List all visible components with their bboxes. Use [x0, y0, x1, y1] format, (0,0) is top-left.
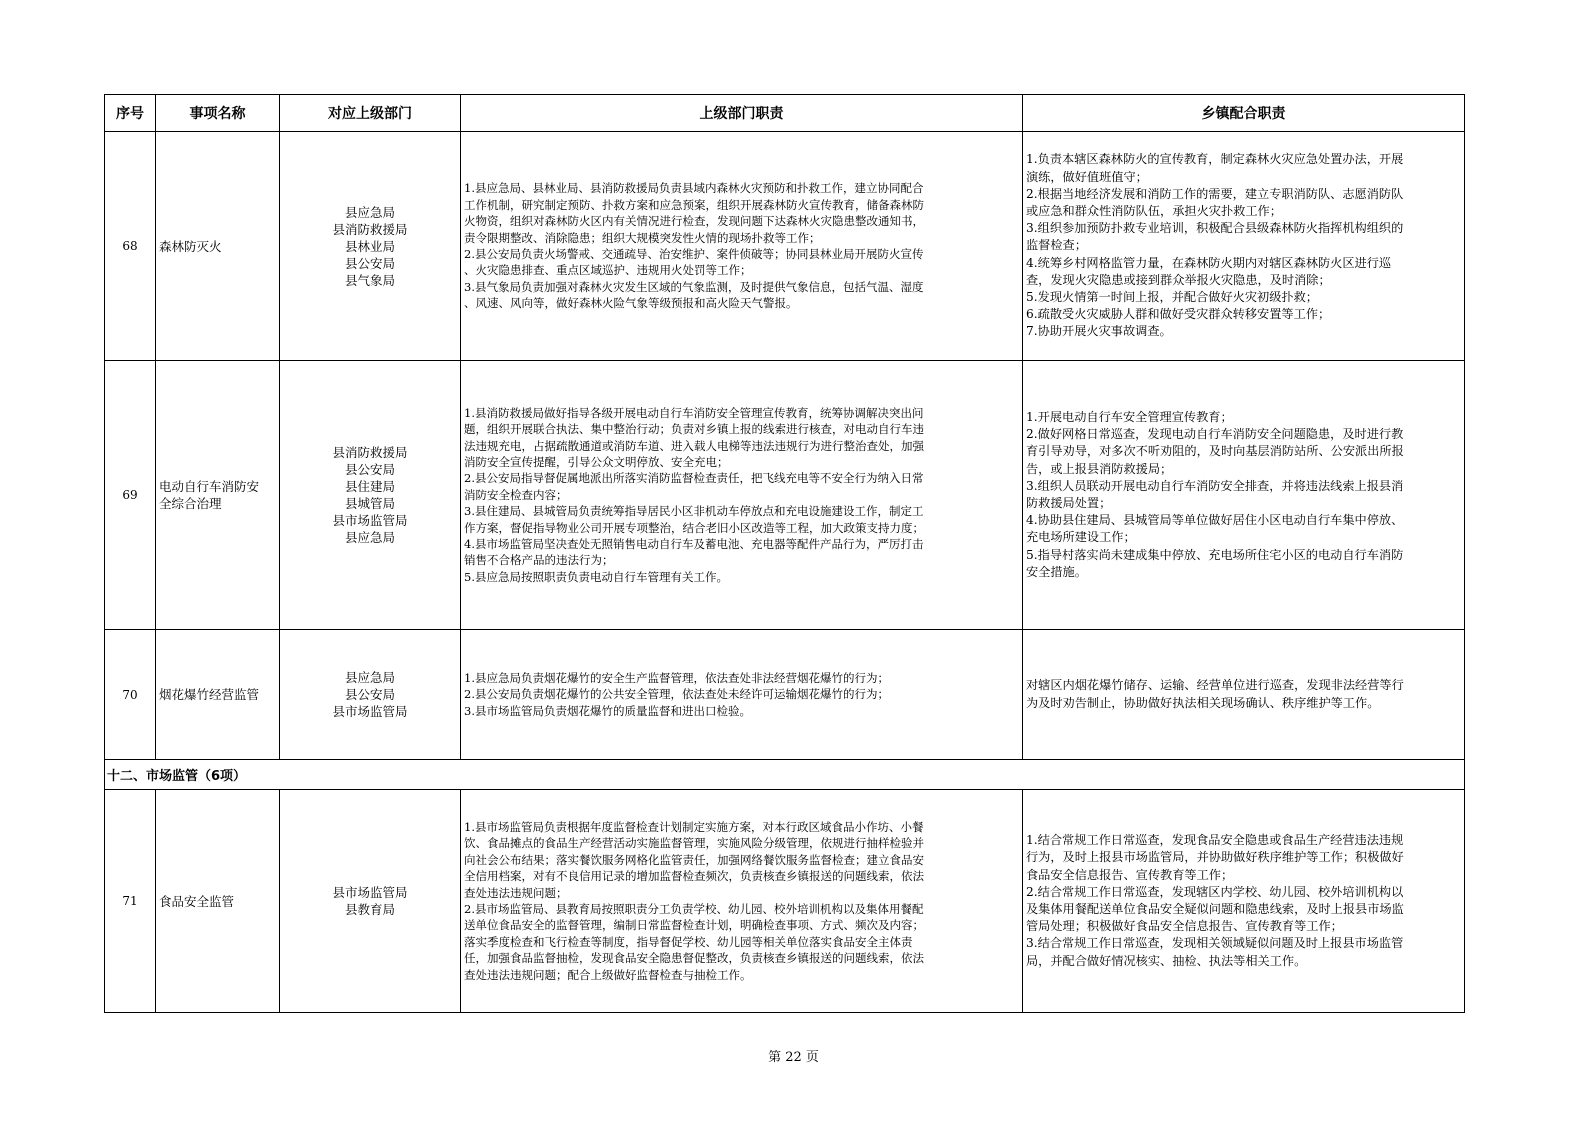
text-line: 2.做好网格日常巡查，发现电动自行车消防安全问题隐患，及时进行教: [1026, 427, 1404, 442]
item-name: [156, 630, 280, 760]
text-line: 题，组织开展联合执法、集中整治行动；负责对乡镇上报的线索进行核查，对电动自行车违: [464, 422, 924, 437]
item-name: [156, 132, 280, 361]
upper-duties: [461, 790, 1023, 1013]
text-line: 烟花爆竹经营监管: [159, 687, 260, 702]
row-number: 70: [105, 630, 156, 760]
text-line: 查，发现火灾隐患或接到群众举报火灾隐患，及时消除；: [1026, 272, 1331, 287]
text-line: 任，加强食品监督抽检，发现食品安全隐患督促整改，负责核查乡镇报送的问题线索，依法: [464, 951, 924, 966]
text-line: 送单位食品安全的监督管理，编制日常监督检查计划，明确检查事项、方式、频次及内容；: [464, 918, 924, 933]
department-list: [280, 790, 461, 1013]
text-line: 县林业局: [344, 238, 395, 254]
text-line: 1.结合常规工作日常巡查，发现食品安全隐患或食品生产经营违法违规: [1026, 833, 1404, 848]
text-line: 县公安局: [344, 255, 395, 271]
department-list: [280, 132, 461, 361]
text-line: 3.县住建局、县城管局负责统筹指导居民小区非机动车停放点和充电设施建设工作，制定工: [464, 504, 924, 519]
text-line: 演练，做好值班值守；: [1026, 169, 1148, 184]
text-line: 6.疏散受火灾威胁人群和做好受灾群众转移安置等工作；: [1026, 307, 1331, 322]
header-department: 对应上级部门: [280, 95, 461, 132]
text-line: 法违规充电，占据疏散通道或消防车道、进入载人电梯等违法违规行为进行整治查处，加强: [464, 438, 924, 453]
text-line: 县住建局: [344, 479, 395, 494]
text-line: 县公安局: [344, 687, 395, 702]
town-duties: [1023, 132, 1465, 361]
department-list: [280, 630, 461, 760]
upper-duties: [461, 361, 1023, 630]
text-line: 防救援局处置；: [1026, 496, 1112, 510]
section-row: [105, 760, 1465, 790]
text-line: 食品安全信息报告、宣传教育等工作；: [1026, 867, 1234, 882]
header-town-duties: 乡镇配合职责: [1023, 95, 1465, 132]
text-line: 2.县公安局指导督促属地派出所落实消防监督检查责任，把飞线充电等不安全行为纳入日常: [464, 471, 924, 486]
table-row: [105, 630, 1465, 760]
text-line: 全综合治理: [159, 496, 222, 511]
text-line: 县城管局: [344, 496, 395, 511]
item-name: [156, 361, 280, 630]
text-line: 全信用档案，对有不良信用记录的增加监督检查频次，负责核查乡镇报送的问题线索，依法: [464, 869, 924, 884]
text-line: 查处违法违规问题；: [464, 885, 568, 900]
table-row: [105, 361, 1465, 630]
text-line: 县消防救援局: [332, 221, 408, 237]
text-line: 电动自行车消防安: [159, 479, 260, 494]
text-line: 或应急和群众性消防队伍，承担火灾扑救工作；: [1026, 203, 1282, 218]
text-line: 1.县市场监管局负责根据年度监督检查计划制定实施方案，对本行政区域食品小作坊、小餐: [464, 819, 924, 834]
text-line: 5.指导村落实尚未建成集中停放、充电场所住宅小区的电动自行车消防: [1026, 547, 1404, 562]
text-line: 5.发现火情第一时间上报，并配合做好火灾初级扑救；: [1026, 290, 1318, 304]
text-line: 2.县公安局负责火场警戒、交通疏导、治安维护、案件侦破等；协同县林业局开展防火宣传: [464, 247, 924, 261]
text-line: 消防安全宣传提醒，引导公众文明停放、安全充电；: [464, 454, 729, 469]
header-item-name: 事项名称: [156, 95, 280, 132]
row-number: 69: [105, 361, 156, 630]
text-line: 3.组织参加预防扑救专业培训，积极配合县级森林防火指挥机构组织的: [1026, 221, 1404, 236]
text-line: 1.县消防救援局做好指导各级开展电动自行车消防安全管理宣传教育，统筹协调解决突出问: [464, 405, 924, 420]
text-line: 县教育局: [344, 902, 395, 917]
text-line: 1.开展电动自行车安全管理宣传教育；: [1026, 409, 1233, 424]
row-number: 68: [105, 132, 156, 361]
text-line: 2.根据当地经济发展和消防工作的需要，建立专职消防队、志愿消防队: [1026, 186, 1404, 201]
text-line: 工作机制，研究制定预防、扑救方案和应急预案，组织开展森林防火宣传教育，储备森林防: [464, 197, 924, 212]
upper-duties: [461, 630, 1023, 760]
text-line: 监督检查；: [1026, 238, 1087, 253]
text-line: 7.协助开展火灾事故调查。: [1026, 324, 1172, 339]
town-duties: [1023, 790, 1465, 1013]
text-line: 2.结合常规工作日常巡查，发现辖区内学校、幼儿园、校外培训机构以: [1026, 884, 1404, 899]
text-line: 3.县气象局负责加强对森林火灾发生区域的气象监测，及时提供气象信息，包括气温、湿度: [464, 279, 924, 294]
text-line: 县市场监管局: [332, 513, 408, 528]
text-line: 告，或上报县消防救援局；: [1026, 461, 1173, 476]
text-line: 销售不合格产品的违法行为；: [464, 553, 614, 568]
text-line: 3.县市场监管局负责烟花爆竹的质量监督和进出口检验。: [464, 703, 751, 718]
page-number: 第 22 页: [768, 1050, 819, 1065]
text-line: 查处违法违规问题；配合上级做好监督检查与抽检工作。: [464, 967, 752, 982]
text-line: 消防安全检查内容；: [464, 487, 568, 502]
text-line: 责令限期整改、消除隐患；组织大规模突发性火情的现场扑救等工作；: [464, 230, 821, 245]
text-line: 对辖区内烟花爆竹储存、运输、经营单位进行巡查，发现非法经营等行: [1026, 678, 1404, 693]
text-line: 3.组织人员联动开展电动自行车消防安全排查，并将违法线索上报县消: [1026, 478, 1404, 493]
text-line: 安全措施。: [1026, 564, 1087, 579]
table-row: [105, 790, 1465, 1013]
town-duties: [1023, 361, 1465, 630]
text-line: 育引导劝导，对多次不听劝阻的，及时向基层消防站所、公安派出所报: [1026, 444, 1404, 459]
text-line: 3.结合常规工作日常巡查，发现相关领域疑似问题及时上报县市场监管: [1026, 936, 1404, 951]
text-line: 县应急局: [344, 204, 395, 220]
text-line: 县应急局: [344, 670, 395, 685]
text-line: 4.统筹乡村网格监管力量，在森林防火期内对辖区森林防火区进行巡: [1026, 255, 1392, 270]
text-line: 作方案，督促指导物业公司开展专项整治，结合老旧小区改造等工程，加大政策支持力度；: [464, 520, 924, 535]
town-duties: [1023, 630, 1465, 760]
text-line: 2.县公安局负责烟花爆竹的公共安全管理，依法查处未经许可运输烟花爆竹的行为；: [464, 687, 889, 702]
text-line: 及集体用餐配送单位食品安全疑似问题和隐患线索，及时上报县市场监: [1026, 902, 1404, 916]
text-line: 落实季度检查和飞行检查等制度，指导督促学校、幼儿园等相关单位落实食品安全主体责: [464, 934, 913, 949]
text-line: 县应急局: [344, 530, 395, 545]
header-upper-duties: 上级部门职责: [461, 95, 1023, 132]
text-line: 县市场监管局: [332, 704, 408, 719]
text-line: 、火灾隐患排查、重点区域巡护、违规用火处罚等工作；: [464, 263, 752, 278]
text-line: 县公安局: [344, 462, 395, 477]
table-row: [105, 132, 1465, 361]
upper-duties: [461, 132, 1023, 361]
text-line: 行为，及时上报县市场监管局，并协助做好秩序维护等工作；积极做好: [1026, 850, 1404, 865]
text-line: 4.县市场监管局坚决查处无照销售电动自行车及蓄电池、充电器等配件产品行为，严厉打击: [464, 537, 924, 552]
text-line: 森林防灭火: [159, 238, 222, 254]
header-no: 序号: [105, 95, 156, 132]
text-line: 县气象局: [344, 272, 395, 288]
text-line: 2.县市场监管局、县教育局按照职责分工负责学校、幼儿园、校外培训机构以及集体用餐配: [464, 902, 924, 916]
text-line: 充电场所建设工作；: [1026, 530, 1136, 545]
table-header-row: [105, 95, 1465, 132]
text-line: 向社会公布结果；落实餐饮服务网格化监管责任，加强网络餐饮服务监督检查；建立食品安: [464, 852, 924, 867]
item-name: [156, 790, 280, 1013]
text-line: 县市场监管局: [332, 885, 408, 900]
text-line: 食品安全监管: [159, 893, 235, 909]
table-body: [105, 132, 1465, 1013]
department-list: [280, 361, 461, 630]
text-line: 4.协助县住建局、县城管局等单位做好居住小区电动自行车集中停放、: [1026, 513, 1404, 528]
text-line: 饮、食品摊点的食品生产经营活动实施监督管理，实施风险分级管理，依规进行抽样检验并: [464, 836, 924, 851]
text-line: 、风速、风向等，做好森林火险气象等级预报和高火险天气警报。: [464, 296, 798, 311]
text-line: 1.县应急局负责烟花爆竹的安全生产监督管理，依法查处非法经营烟花爆竹的行为；: [464, 670, 889, 685]
section-title: 十二、市场监管（6项）: [105, 760, 1465, 790]
text-line: 为及时劝告制止，协助做好执法相关现场确认、秩序维护等工作。: [1026, 695, 1380, 710]
text-line: 局，并配合做好情况核实、抽检、执法等相关工作。: [1026, 953, 1307, 968]
text-line: 县消防救援局: [332, 445, 408, 460]
text-line: 5.县应急局按照职责负责电动自行车管理有关工作。: [464, 569, 728, 584]
row-number: 71: [105, 790, 156, 1013]
text-line: 1.负责本辖区森林防火的宣传教育，制定森林火灾应急处置办法，开展: [1026, 152, 1404, 167]
text-line: 管局处理；积极做好食品安全信息报告、宣传教育等工作；: [1026, 919, 1343, 934]
text-line: 1.县应急局、县林业局、县消防救援局负责县域内森林火灾预防和扑救工作，建立协同配合: [464, 181, 924, 196]
text-line: 火物资，组织对森林防火区内有关情况进行检查，发现问题下达森林火灾隐患整改通知书，: [464, 214, 924, 229]
duty-table: [104, 94, 1465, 1013]
